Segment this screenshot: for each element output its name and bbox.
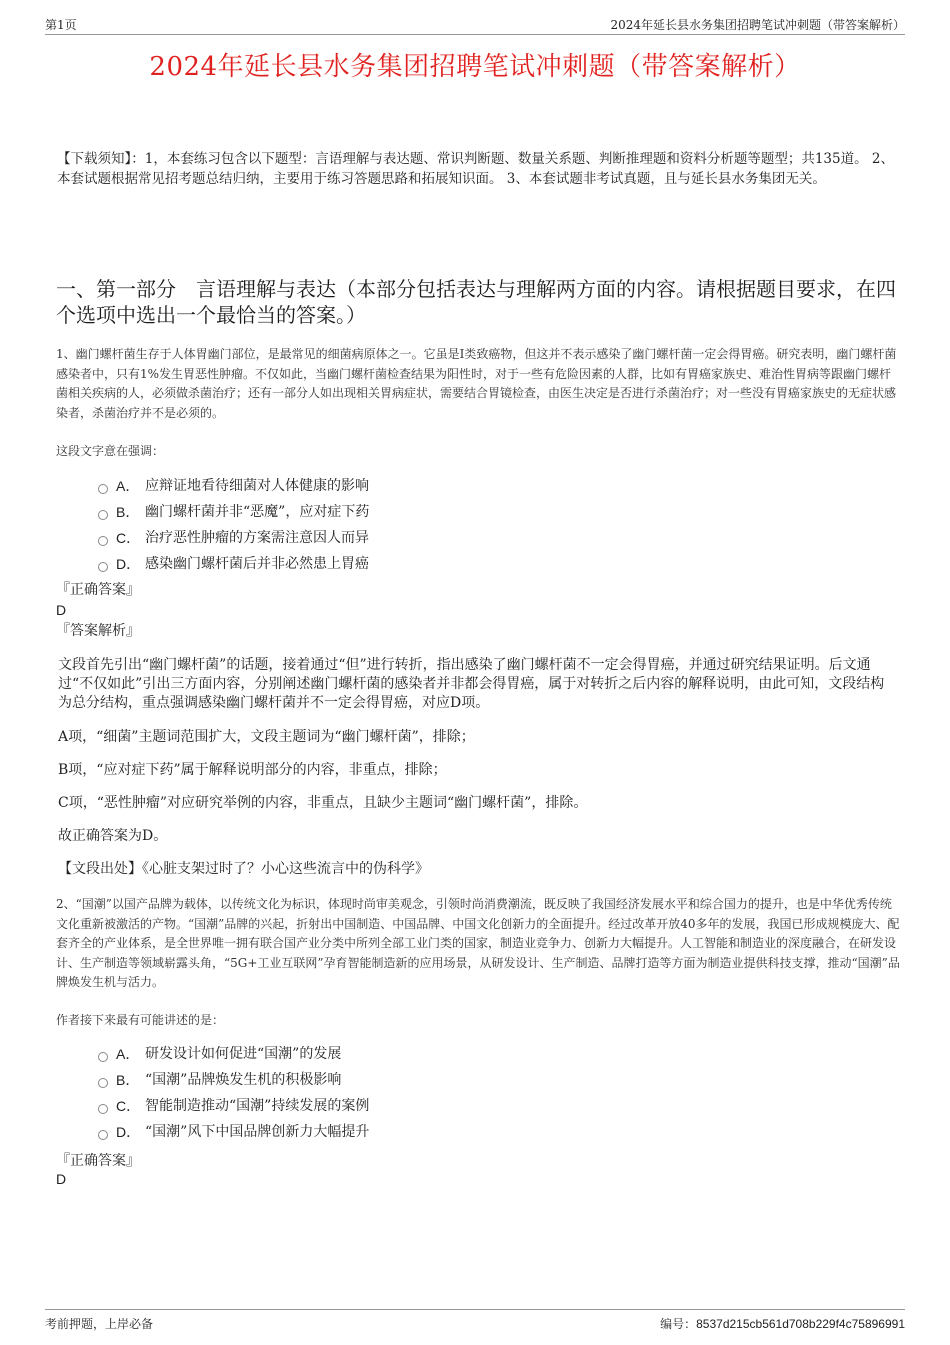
option-c[interactable]: C． 治疗恶性肿瘤的方案需注意因人而异: [98, 525, 369, 551]
analysis-text: 故正确答案为D。: [58, 828, 168, 844]
option-text: 治疗恶性肿瘤的方案需注意因人而异: [145, 530, 369, 546]
answer-label: 『正确答案』: [56, 582, 140, 598]
analysis-label: 『答案解析』: [56, 623, 140, 639]
analysis-text: B项，“应对症下药”属于解释说明部分的内容，非重点，排除；: [58, 762, 447, 778]
analysis-text: 【文段出处】《心脏支架过时了？小心这些流言中的伪科学》: [58, 861, 429, 877]
option-b[interactable]: B． “国潮”品牌焕发生机的积极影响: [98, 1067, 369, 1093]
analysis-text: 文段首先引出“幽门螺杆菌”的话题，接着通过“但”进行转折，指出感染了幽门螺杆菌不一定会得胃癌，并通过研究结果证明。后文通过“不仅如此”引出三方面内容，分别阐述幽门螺杆菌的感染者并非都会得胃癌，属于对转折之后内容的解释说明，由此可知，文段结构为总分结构，重点强调感染幽门螺杆菌并不一定会得胃癌，对应D项。: [58, 657, 885, 711]
header-doc-title: 2024年延长县水务集团招聘笔试冲刺题（带答案解析）: [610, 18, 905, 32]
question-1-options: [98, 473, 369, 577]
option-text: 智能制造推动“国潮”持续发展的案例: [145, 1098, 370, 1114]
option-text: 感染幽门螺杆菌后并非必然患上胃癌: [145, 556, 369, 572]
radio-icon[interactable]: [98, 510, 108, 520]
option-text: “国潮”风下中国品牌创新力大幅提升: [145, 1124, 370, 1140]
radio-icon[interactable]: [98, 484, 108, 494]
radio-icon[interactable]: [98, 1052, 108, 1062]
question-2-options: [98, 1041, 369, 1145]
option-d[interactable]: D． “国潮”风下中国品牌创新力大幅提升: [98, 1119, 369, 1145]
radio-icon[interactable]: [98, 1104, 108, 1114]
option-c[interactable]: C． 智能制造推动“国潮”持续发展的案例: [98, 1093, 369, 1119]
answer-label: 『正确答案』: [56, 1153, 140, 1169]
option-text: 应辩证地看待细菌对人体健康的影响: [145, 478, 369, 494]
option-text: 幽门螺杆菌并非“恶魔”，应对症下药: [145, 504, 370, 520]
analysis-paragraph: [58, 656, 888, 713]
question-1-text: 1、幽门螺杆菌生存于人体胃幽门部位，是最常见的细菌病原体之一。它虽是I类致癌物，但这并不表示感染了幽门螺杆菌一定会得胃癌。研究表明，幽门螺杆菌感染者中，只有1%发生胃恶性肿瘤。不仅如此，当幽门螺杆菌检查结果为阳性时，对于一些有危险因素的人群，比如有胃癌家族史、难治性胃病等跟幽门螺杆菌相关疾病的人，必须做杀菌治疗；还有一部分人如出现相关胃病症状，需要结合胃镜检查，由医生决定是否进行杀菌治疗；对一些没有胃癌家族史的无症状感染者，杀菌治疗并不是必须的。: [56, 347, 897, 420]
question-2: [56, 895, 902, 993]
option-text: “国潮”品牌焕发生机的积极影响: [145, 1072, 342, 1088]
analysis-a: [58, 728, 904, 747]
answer-value: D: [56, 602, 67, 618]
analysis-c: [58, 794, 904, 813]
option-text: 研发设计如何促进“国潮”的发展: [145, 1046, 342, 1062]
document-title: 2024年延长县水务集团招聘笔试冲刺题（带答案解析）: [149, 52, 801, 82]
footer-slogan: 考前押题，上岸必备: [45, 1317, 154, 1331]
question-1-prompt-wrap: [56, 442, 902, 459]
footer-code-label: 编号：: [660, 1317, 697, 1331]
question-2-prompt-wrap: [56, 1011, 902, 1028]
footer-code: [660, 1315, 905, 1332]
question-2-prompt: 作者接下来最有可能讲述的是：: [56, 1013, 225, 1027]
footer-code-value: 8537d215cb561d708b229f4c75896991: [696, 1317, 905, 1331]
page-footer: [45, 1309, 905, 1332]
question-2-text: 2、“国潮”以国产品牌为载体，以传统文化为标识，体现时尚审美观念，引领时尚消费潮流，既反映了我国经济发展水平和综合国力的提升，也是中华优秀传统文化重新被激活的产物。“国潮”品牌的兴起，折射出中国制造、中国品牌、中国文化创新力的全面提升。经过改革开放40多年的发展，我国已形成规模庞大、配套齐全的产业体系，是全世界唯一拥有联合国产业分类中所列全部工业门类的国家，制造业竞争力、创新力大幅提升。人工智能和制造业的深度融合，在研发设计、生产制造等领域崭露头角，“5G+工业互联网”孕育智能制造新的应用场景，从研发设计、生产制造、品牌打造等方面为制造业提供科技支撑，推动“国潮”品牌焕发生机与活力。: [56, 897, 900, 989]
radio-icon[interactable]: [98, 536, 108, 546]
analysis-text: A项，“细菌”主题词范围扩大，文段主题词为“幽门螺杆菌”，排除；: [58, 729, 475, 745]
download-notice: 【下载须知】：1，本套练习包含以下题型：言语理解与表达题、常识判断题、数量关系题、判断推理题和资料分析题等题型；共135道。 2、本套试题根据常见招考题总结归纳，主要用于练习答题思路和拓展知识面。 3、本套试题非考试真题，且与延长县水务集团无关。: [57, 151, 894, 187]
option-d[interactable]: D． 感染幽门螺杆菌后并非必然患上胃癌: [98, 551, 369, 577]
option-b[interactable]: B． 幽门螺杆菌并非“恶魔”，应对症下药: [98, 499, 369, 525]
analysis-source: [58, 860, 904, 879]
analysis-b: [58, 761, 904, 780]
radio-icon[interactable]: [98, 1130, 108, 1140]
page-header: [45, 14, 905, 35]
radio-icon[interactable]: [98, 1078, 108, 1088]
analysis-conclusion: [58, 827, 904, 846]
answer-value: D: [56, 1171, 67, 1187]
section-title: 一、第一部分 言语理解与表达（本部分包括表达与理解两方面的内容。请根据题目要求，在四个选项中选出一个最恰当的答案。）: [56, 277, 896, 327]
option-a[interactable]: A． 应辩证地看待细菌对人体健康的影响: [98, 473, 369, 499]
analysis-text: C项，“恶性肿瘤”对应研究举例的内容，非重点，且缺少主题词“幽门螺杆菌”，排除。: [58, 795, 588, 811]
radio-icon[interactable]: [98, 562, 108, 572]
question-1: [56, 345, 902, 423]
question-1-prompt: 这段文字意在强调：: [56, 444, 165, 458]
page-number: 第1页: [45, 18, 77, 32]
option-a[interactable]: A． 研发设计如何促进“国潮”的发展: [98, 1041, 369, 1067]
